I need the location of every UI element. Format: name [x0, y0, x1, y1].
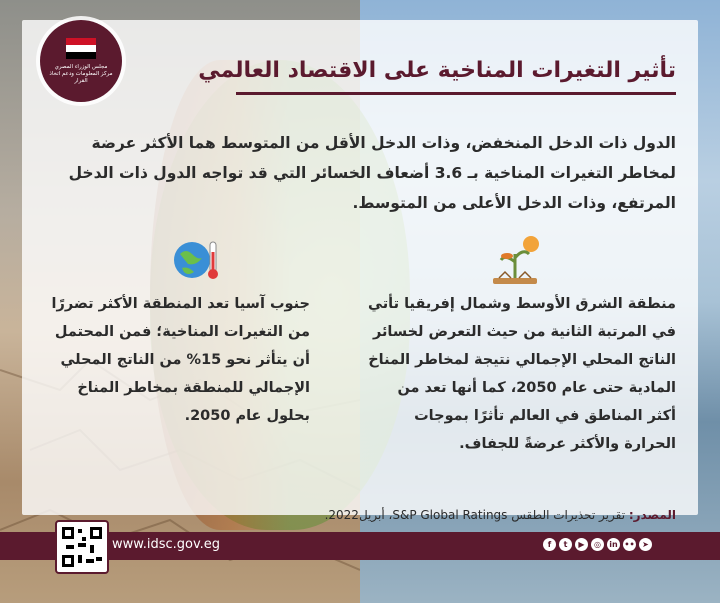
logo-text: مجلس الوزراء المصري مركز المعلومات ودعم اتخاذ القرار	[49, 63, 113, 84]
intro-paragraph: الدول ذات الدخل المنخفض، وذات الدخل الأقل من المتوسط هما الأكثر عرضة لمخاطر التغيرات المناخية بـ 3.6 أضعاف الخسائر التي قد تواجه الدول ذات الدخل المرتفع، وذات الدخل الأعلى من المتوسط.	[68, 134, 676, 212]
source-label: المصدر:	[628, 508, 676, 522]
egypt-flag-icon	[66, 38, 96, 60]
source-note	[325, 508, 676, 522]
plant-drought-icon	[487, 232, 543, 288]
flickr-icon[interactable]: ••	[624, 540, 635, 549]
website-link[interactable]: www.idsc.gov.eg	[112, 537, 221, 552]
globe-thermometer-icon	[168, 232, 224, 288]
title-underline	[236, 92, 676, 95]
linkedin-icon[interactable]: in	[607, 538, 620, 551]
page-title: تأثير التغيرات المناخية على الاقتصاد العالمي	[198, 58, 676, 83]
mena-section-text: منطقة الشرق الأوسط وشمال إفريقيا تأتي في المرتبة الثانية من حيث التعرض لخسائر الناتج المحلي الإجمالي نتيجة لمخاطر المناخ المادية حتى عام 2050، كما أنها تعد من أكثر المناطق في العالم تأثرًا بموجات الحرارة والأكثر عرضةً للجفاف.	[368, 296, 676, 452]
youtube-icon[interactable]: ▶	[575, 538, 588, 551]
south-asia-section-text: جنوب آسيا تعد المنطقة الأكثر تضررًا من التغيرات المناخية؛ فمن المحتمل أن يتأثر نحو 15% من الناتج المحلي الإجمالي للمنطقة بمخاطر المناخ بحلول عام 2050.	[51, 296, 310, 424]
idsc-logo	[40, 20, 122, 102]
instagram-icon[interactable]: ◎	[591, 538, 604, 551]
twitter-icon[interactable]: t	[559, 538, 572, 551]
facebook-icon[interactable]: f	[543, 538, 556, 551]
telegram-icon[interactable]: ➤	[639, 538, 652, 551]
source-text: تقرير تحذيرات الطقس S&P Global Ratings، أبريل2022.	[324, 508, 629, 522]
qr-code-icon[interactable]	[55, 520, 109, 574]
social-icons	[543, 538, 652, 551]
